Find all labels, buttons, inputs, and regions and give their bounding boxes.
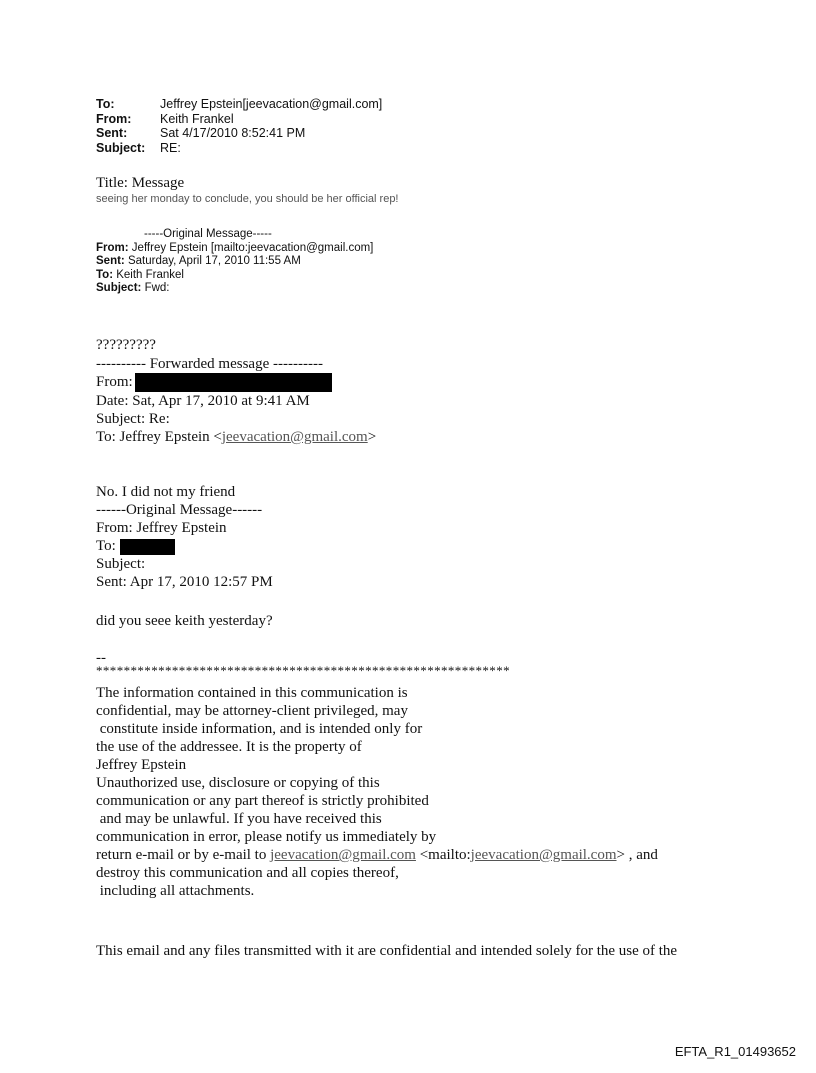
reply-message [96,483,273,591]
disclaimer-line: and may be unlawful. If you have received this [96,811,382,827]
email-link[interactable]: jeevacation@gmail.com [270,847,416,863]
reply-to-prefix: To: [96,538,120,554]
field-label: From: [96,241,129,254]
star-divider: ************************************************************ [96,663,510,678]
bates-stamp: EFTA_R1_01493652 [674,1044,796,1059]
forwarded-from-label: From: [96,374,133,390]
header-subject-row [96,141,382,156]
email-link[interactable]: jeevacation@gmail.com [221,429,368,446]
redaction-box [120,539,175,555]
question-marks: ????????? [96,337,156,353]
field-value: Keith Frankel [116,268,184,281]
redaction-box [135,373,332,392]
question-text: did you seee keith yesterday? [96,613,273,629]
field-label: Subject: [96,282,142,294]
header-value: Jeffrey Epstein[jeevacation@gmail.com] [160,97,383,111]
reply-to-line [96,537,273,555]
header-from-row [96,112,382,127]
disclaimer-line: Unauthorized use, disclosure or copying of this [96,775,380,791]
header-value: Sat 4/17/2010 8:52:41 PM [160,126,306,140]
field-value: Saturday, April 17, 2010 11:55 AM [127,255,301,267]
signature-dashes: -- [96,650,106,666]
reply-separator: ------Original Message------ [96,502,263,518]
original-subject-line [96,282,373,296]
original-to-line [96,269,373,283]
forwarded-separator: ---------- Forwarded message ---------- [96,356,323,372]
original-message-separator: -----Original Message----- [144,228,272,240]
disclaimer-line: confidential, may be attorney-client privileged, may [96,703,408,719]
return-suffix: > , and [616,847,658,863]
forwarded-to-line [96,428,376,446]
disclaimer-line: constitute inside information, and is intended only for [96,721,423,737]
email-header [96,97,382,155]
reply-subject-line: Subject: [96,556,146,572]
field-label: To: [96,268,114,281]
header-label: Subject: [96,140,146,155]
forwarded-subject-line: Subject: Re: [96,411,170,428]
forwarded-message [96,336,376,446]
disclaimer-return-line [96,846,736,864]
message-title: Title: Message [96,175,185,191]
message-block [96,175,399,206]
header-label: To: [96,97,115,111]
reply-text: No. I did not my friend [96,484,236,500]
disclaimer-line: communication or any part thereof is strictly prohibited [96,793,429,809]
forwarded-to-prefix: To: Jeffrey Epstein < [96,429,222,446]
field-label: Sent: [96,255,125,267]
return-mid: <mailto: [415,847,471,863]
forwarded-date-line: Date: Sat, Apr 17, 2010 at 9:41 AM [96,393,310,410]
disclaimer-line: The information contained in this communication is [96,685,408,701]
reply-from-line: From: Jeffrey Epstein [96,520,227,536]
header-label: From: [96,111,132,126]
email-link[interactable]: jeevacation@gmail.com [470,847,617,863]
original-sent-line [96,255,373,269]
header-label: Sent: [96,126,128,140]
confidentiality-disclaimer [96,684,736,900]
disclaimer-line: Jeffrey Epstein [96,757,187,773]
field-value: Fwd: [144,282,170,294]
disclaimer-line: the use of the addressee. It is the property of [96,739,362,755]
return-prefix: return e-mail or by e-mail to [96,847,271,863]
disclaimer-line: including all attachments. [96,883,255,899]
field-value: Jeffrey Epstein [mailto:jeevacation@gmail.com] [131,241,374,254]
message-body: seeing her monday to conclude, you should be her official rep! [96,193,399,205]
header-value: RE: [160,140,181,155]
disclaimer-line: communication in error, please notify us immediately by [96,829,437,845]
header-sent-row [96,126,382,141]
forwarded-to-suffix: > [367,429,377,446]
original-from-line [96,242,373,256]
header-value: Keith Frankel [160,111,234,126]
header-to-row [96,97,382,112]
original-message-header [96,228,373,296]
reply-sent-line: Sent: Apr 17, 2010 12:57 PM [96,574,273,590]
forwarded-from-line [96,373,376,392]
footer-confidentiality-line: This email and any files transmitted with it are confidential and intended solely for the use of the [96,943,678,959]
disclaimer-line: destroy this communication and all copies thereof, [96,865,399,881]
